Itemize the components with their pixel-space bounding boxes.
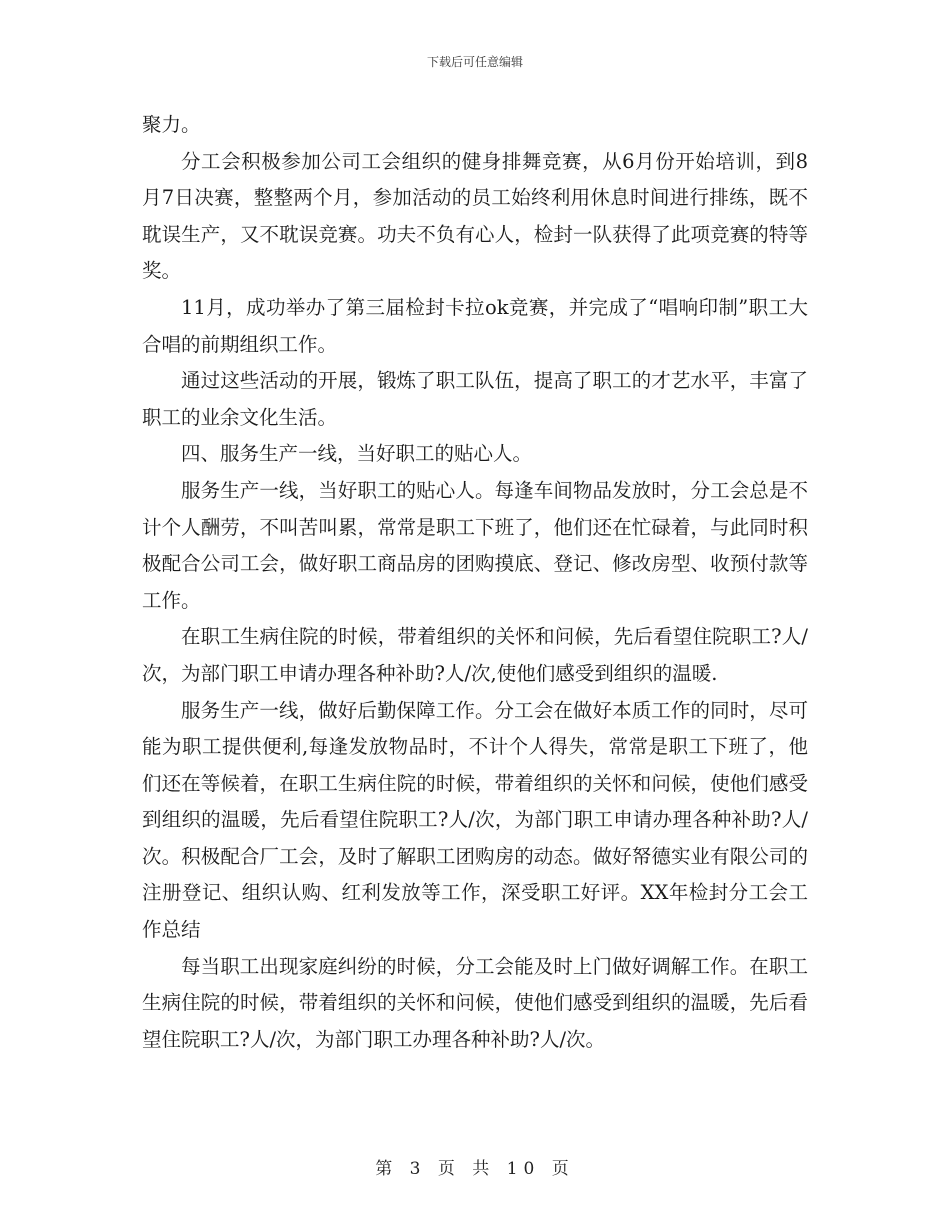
paragraph: 服务生产一线，当好职工的贴心人。每逢车间物品发放时，分工会总是不计个人酬劳，不叫苦叫累，常常是职工下班了，他们还在忙碌着，与此同时积极配合公司工会，做好职工商品房的团购摸底、登记、修改房型、收预付款等工作。 xyxy=(142,478,808,612)
paragraph: 每当职工出现家庭纠纷的时候，分工会能及时上门做好调解工作。在职工生病住院的时候，带着组织的关怀和问候，使他们感受到组织的温暖，先后看望住院职工?人/次，为部门职工办理各种补助?人/次。 xyxy=(142,954,808,1051)
paragraph: 服务生产一线，做好后勤保障工作。分工会在做好本质工作的同时，尽可能为职工提供便利,每逢发放物品时，不计个人得失，常常是职工下班了，他们还在等候着，在职工生病住院的时候，带着组织的关怀和问候，使他们感受到组织的温暖，先后看望住院职工?人/次，为部门职工申请办理各种补助?人/次。积极配合厂工会，及时了解职工团购房的动态。做好帑德实业有限公司的注册登记、组织认购、红利发放等工作，深受职工好评。XX年检封分工会工作总结 xyxy=(142,698,808,942)
paragraph: 11月，成功举办了第三届检封卡拉ok竞赛，并完成了“唱响印制”职工大合唱的前期组织工作。 xyxy=(142,295,808,356)
document-body xyxy=(142,107,808,1058)
page-number: 第 3 页 共 10 页 xyxy=(375,1159,575,1179)
paragraph: 分工会积极参加公司工会组织的健身排舞竞赛，从6月份开始培训，到8月7日决赛，整整两个月，参加活动的员工始终利用休息时间进行排练，既不耽误生产，又不耽误竞赛。功夫不负有心人，检封一队获得了此项竞赛的特等奖。 xyxy=(142,149,808,283)
section-heading: 四、服务生产一线，当好职工的贴心人。 xyxy=(181,442,533,466)
page-header: 下载后可任意编辑 xyxy=(426,55,523,69)
paragraph: 聚力。 xyxy=(142,113,201,136)
paragraph: 通过这些活动的开展，锻炼了职工队伍，提高了职工的才艺水平，丰富了职工的业余文化生活。 xyxy=(142,369,808,429)
paragraph: 在职工生病住院的时候，带着组织的关怀和问候，先后看望住院职工?人/次，为部门职工申请办理各种补助?人/次,使他们感受到组织的温暖. xyxy=(142,625,808,685)
